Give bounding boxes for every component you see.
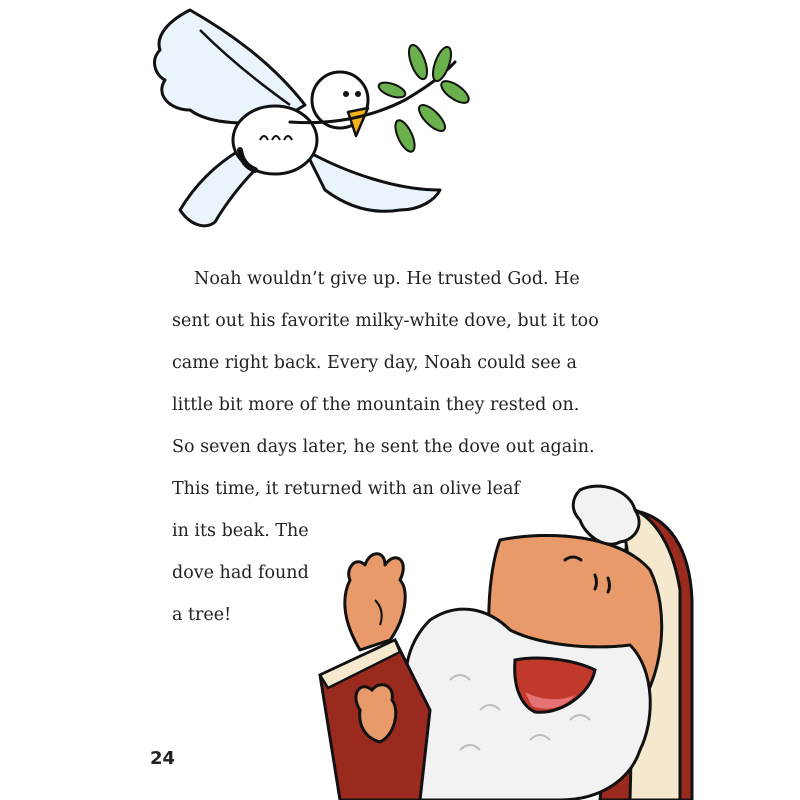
story-line: came right back. Every day, Noah could see a (172, 353, 577, 373)
noah-illustration (300, 480, 700, 800)
story-line: So seven days later, he sent the dove out again. (172, 437, 595, 457)
story-line: Noah wouldn’t give up. He trusted God. He (194, 269, 580, 289)
page-number: 24 (150, 748, 176, 769)
story-line: little bit more of the mountain they rested on. (172, 395, 580, 415)
story-line: sent out his favorite milky-white dove, but it too (172, 311, 599, 331)
story-line: dove had found (172, 563, 309, 583)
story-line: in its beak. The (172, 521, 309, 541)
dove-with-olive-branch-illustration (130, 0, 480, 250)
story-line: a tree! (172, 605, 232, 625)
story-line: This time, it returned with an olive leaf (172, 479, 520, 499)
